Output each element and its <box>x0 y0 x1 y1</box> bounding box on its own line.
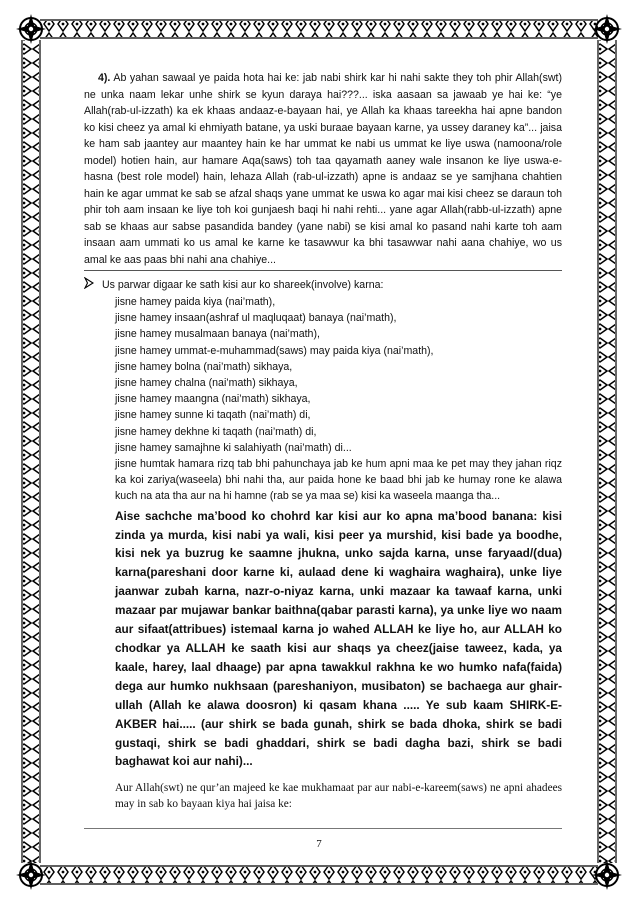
list-item: jisne hamey insaan(ashraf ul maqluqaat) banaya (nai’math), <box>115 312 397 325</box>
closing-paragraph: Aur Allah(swt) ne qur’an majeed ke kae mukhamaat par aur nabi-e-kareem(saws) ne apni ahadees may in sab ko bayaan kiya hai jaisa ke: <box>115 782 562 811</box>
list-item: jisne hamey maangna (nai’math) sikhaya, <box>115 393 311 406</box>
list-item: jisne hamey paida kiya (nai’math), <box>115 296 276 308</box>
bullet-text: Us parwar digaar ke sath kisi aur ko shareek(involve) karna: <box>102 279 384 291</box>
list-item: jisne hamey dekhne ki taqath (nai’math) di, <box>115 425 317 438</box>
list-item: jisne hamey chalna (nai’math) sikhaya, <box>115 377 298 390</box>
list-item: jisne hamey ummat-e-muhammad(saws) may paida kiya (nai’math), <box>115 344 434 357</box>
page-number: 7 <box>316 838 322 850</box>
paragraph-4-text: Ab yahan sawaal ye paida hota hai ke: jab nabi shirk kar hi nahi sakte they toh phir Allah(swt) ne unka naam lekar unhe shirk se kyun daraya hai???... iska aasaan sa jawaab ye hai ke: “ye Allah(rab-ul-izzath) ka ek khaas andaaz-e-bayaan hai, ye Allah ka khaas tareekha hai apne bandon ko kisi cheez ya amal ki ehmiyath batane, ya uski buraae bayaan karne, ya ussey daraney ka”... jaisa ke ham sab jaantey aur maantey hain ke har ummat ke nabi us ummat ke liye uswa (namoona/role model) hotien hain, aur hamare Aqa(saws) toh taa qayamath aaney wale insanon ke liye uswa-e-hasna (best role model) hain, lehaza Allah (rab-ul-izzath) apne is andaaz se ye samjhana chahtien hain ke agar ummat ke sab se afzal shaqs yane ummat ke uswa ko agar mai kisi cheez se daraun toh phir toh aam insaan ke liye toh koi gunjaesh baqi hi nahi rehti... yane agar Allah(rabb-ul-izzath) apne sab se khaas aur sabse pasandida bandey (yane nabi) se kisi amal ko pasand nahi karte toh aam insaan aam ummati ko us amal ke karne ke tasawwur ka bhi tasawwar nahi aana chahiye, wo us amal ke aas paas bhi nahi ana chahiye... <box>84 72 562 266</box>
list-item: jisne hamey musalmaan banaya (nai’math), <box>115 328 320 341</box>
blessings-list <box>115 294 562 456</box>
paragraph-number: 4). <box>98 72 111 84</box>
list-item: jisne hamey sunne ki taqath (nai’math) di, <box>115 409 311 422</box>
page-content <box>84 70 562 812</box>
section-divider <box>84 270 562 271</box>
shirk-definition-block: Aise sachche ma’bood ko chohrd kar kisi aur ko apna ma’bood banana: kisi zinda ya murda, kisi nabi ya wali, kisi peer ya murshid, kisi bade ya boodhe, kisi nek ya buzrug ke saamne jhukna, unko sajda karna, unse faryaad/(dua) karna(pareshani door karne ki, aulaad dene ki waghaira waghaira), unke liye jaanwar zubah karna, nazr-o-niyaz karna, unki mazaar ka tawaaf karna, unki mazaar par mujawar bankar baithna(qabar parasti karna), ya unke liye wo naam aur sifaat(attribues) istemaal karna jo wahed ALLAH ke liye ho, aur ALLAH ko chodkar ya ALLAH ke saath kisi aur shaqs ya cheez(jaise taweez, kada, ya kaale, harey, laal dhaage) par apna tawakkul rakhna ke wo humko nafa(faida) dega aur humko nukhsaan (pareshaniyon, musibaton) se bachaega aur ghair-ullah (Allah ke alawa doosron) ki qasam khana ..... Ye sub kaam SHIRK-E-AKBER hai..... (aur shirk se bada gunah, shirk se bada dhoka, shirk se badi gustaqi, shirk se badi ghaddari, shirk se badi dagha bazi, shirk se badi baghawat koi aur nahi)... <box>115 508 562 769</box>
paragraph-4 <box>84 70 562 268</box>
bullet-item <box>84 277 562 294</box>
arrow-bullet-icon <box>84 277 94 294</box>
list-item: jisne hamey bolna (nai’math) sikhaya, <box>115 360 293 373</box>
footer-rule <box>84 828 562 829</box>
blessings-tail: jisne humtak hamara rizq tab bhi pahunchaya jab ke hum apni maa ke pet may they jahan riqz ka koi zariya(waseela) bhi nahi tha, aur paida hone ke baad bhi jab ke humay rone ke alawa kuch na ata tha aur na hi hamne (rab se ya maa se) kisi ka waseela maanga tha... <box>115 458 562 503</box>
list-item: jisne hamey samajhne ki salahiyath (nai’math) di... <box>115 441 352 454</box>
